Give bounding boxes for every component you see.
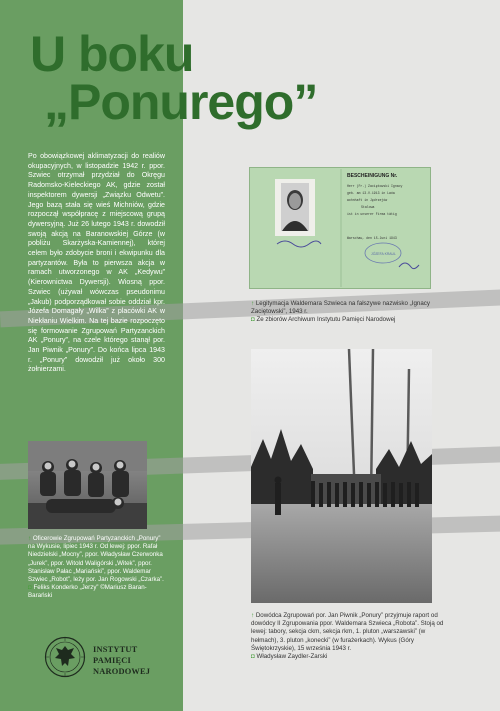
officers-photo-caption bbox=[28, 535, 168, 601]
title-line-2: „Ponurego” bbox=[44, 74, 318, 130]
officers-photo-credit: ◘ Feliks Konderko „Jerzy” ©Mariusz Baran-Barański bbox=[28, 584, 147, 600]
officers-group-photo-drawing bbox=[28, 441, 147, 529]
institute-name-line: INSTYTUT bbox=[93, 645, 138, 654]
main-article-text: Po obowiązkowej aklimatyzacji do realiów okupacyjnych, w listopadzie 1942 r. ppor. Szwiec otrzymał przydział do Okręgu Radomsko-Kieleckiego AK, gdzie został inspektorem dywersji „Związku Odwetu”. Jego bazą stała się wieś Michniów, gdzie rozpoczął współpracę z miejscową grupą dywersyjną. Już 26 lutego 1943 r. dowodził swoją akcją na Baranowskiej Górze (w pobliżu Skarżyska-Kamiennej), której celem było zdobycie broni i ekwipunku dla partyzantów. Była to pierwsza akcja w ramach utworzonego w AK „Kedywu” (Kierownictwa Dywersji). Wiosną ppor. Szwiec (używał wówczas pseudonimu „Jakub) podporządkował sobie oddział kpr. Józefa Domagały „Wilka” z placówki AK w Niekłaniu Wielkim. Na tej bazie rozpoczęto się formowanie Zgrupowań Partyzanckich AK „Ponury”, na czele którego stanął por. Jan Piwnik „Ponury”. Do końca lipca 1943 r. „Ponury” dowodził już około 300 żołnierzami. bbox=[28, 152, 165, 374]
troops-photo-caption bbox=[251, 612, 451, 661]
troops-photo-credit: ◘ Władysław Zaydler-Zarski bbox=[251, 653, 328, 661]
document-row: Stalowa bbox=[361, 205, 375, 209]
document-row: wohnhaft in Jędrzejów bbox=[347, 198, 388, 202]
troops-report-photo-drawing bbox=[251, 349, 432, 603]
institute-name bbox=[93, 644, 150, 677]
page-title bbox=[30, 26, 318, 130]
camera-icon: ◘ bbox=[251, 653, 255, 661]
arrow-up-icon: ↑ bbox=[28, 535, 32, 542]
document-header: BESCHEINIGUNG Nr. bbox=[347, 173, 398, 179]
document-place-date: Warschau, den 15.Juni 1943 bbox=[347, 236, 397, 240]
camera-icon: ◘ bbox=[28, 584, 32, 592]
camera-icon: ◘ bbox=[251, 316, 255, 324]
institute-name-line: NARODOWEJ bbox=[93, 667, 151, 676]
officers-photo-caption-text: ↑ Oficerowie Zgrupowań Partyzanckich „Ponury” na Wykusie, lipiec 1943 r. Od lewej: ppor. Rafał Niedzielski „Mocny”, ppor. Władysław Czerwonka „Jurek”, ppor. Witold Waligórski „Witek”, ppor. Stanisław Pałac „Mariański”, ppor. Waldemar Szwiec „Robot”, leży por. Jan Rogowski „Czarka”. bbox=[28, 535, 164, 584]
fake-id-credit: ◘ Ze zbiorów Archiwum Instytutu Pamięci Narodowej bbox=[251, 316, 396, 324]
fake-id-document bbox=[249, 167, 431, 289]
document-stamp: JÓZEFA KRAUL bbox=[371, 252, 396, 256]
arrow-up-icon: ↑ bbox=[251, 612, 255, 619]
ipn-eagle-logo-icon bbox=[44, 636, 86, 678]
fake-id-caption bbox=[251, 300, 451, 325]
document-row: ist in unserer Firma tätig bbox=[347, 212, 397, 216]
ipn-logo-drawing bbox=[44, 636, 86, 678]
institute-name-line: PAMIĘCI bbox=[93, 656, 131, 665]
troops-photo-caption-text: ↑ Dowódca Zgrupowań por. Jan Piwnik „Ponury” przyjmuje raport od dowódcy II Zgrupowania ppor. Waldemara Szwieca „Robota”. Stoją od lewej: tabory, sekcja ckm, sekcja rkm, 1. pluton „warszawski” (w hełmach), 3. pluton „konecki” (w furażerkach). Wykus (Góry Świętokrzyskie), 15 września 1943 r. bbox=[251, 612, 444, 652]
document-row: geb. am 13.V.1913 in Lwów bbox=[347, 191, 395, 195]
troops-report-photo bbox=[251, 349, 432, 603]
arrow-up-icon: ↑ bbox=[251, 300, 255, 307]
title-line-1: U boku bbox=[30, 26, 194, 82]
fake-id-caption-text: ↑ Legitymacja Waldemara Szwieca na fałszywe nazwisko „Ignacy Zaciętowski”, 1943 r. bbox=[251, 300, 430, 316]
officers-group-photo bbox=[28, 441, 147, 529]
document-row: Herr (Fr.) Zaciętowski Ignacy bbox=[347, 184, 403, 188]
fake-id-document-drawing bbox=[249, 167, 431, 289]
